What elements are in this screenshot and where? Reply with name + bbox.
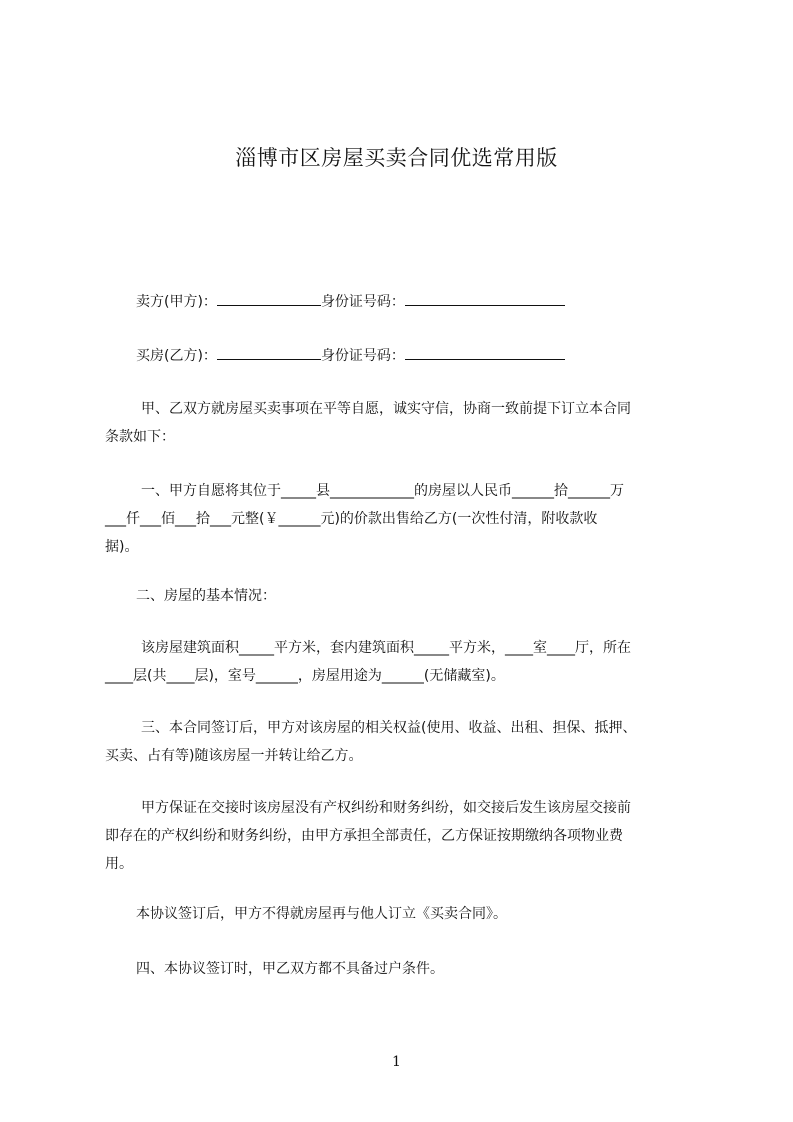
house-line-1: 该房屋建筑面积_____平方米，套内建筑面积_____平方米，____室____厅，所在 (141, 640, 631, 656)
buyer-id-label: 身份证号码： (320, 348, 405, 364)
clause-3 (105, 714, 700, 770)
clause-3-line-1: 三、本合同签订后，甲方对该房屋的相关权益(使用、收益、出租、担保、抵押、 (141, 720, 637, 736)
clause-1-line-1: 一、甲方自愿将其位于_____县____________的房屋以人民币______拾______万 (141, 483, 624, 499)
document-title: 淄博市区房屋买卖合同优选常用版 (235, 146, 558, 170)
page-number: 1 (392, 1054, 401, 1070)
buyer-label: 买房(乙方)： (136, 348, 217, 364)
buyer-id-blank[interactable] (405, 345, 565, 360)
intro-paragraph (105, 395, 700, 451)
clause-4 (105, 955, 700, 983)
seller-label: 卖方(甲方)： (136, 294, 217, 310)
agreement-text: 本协议签订后，甲方不得就房屋再与他人订立《买卖合同》。 (136, 906, 507, 922)
intro-line-2: 条款如下： (105, 429, 175, 445)
clause-4-text: 四、本协议签订时，甲乙双方都不具备过户条件。 (136, 961, 444, 977)
intro-line-1: 甲、乙双方就房屋买卖事项在平等自愿，诚实守信，协商一致前提下订立本合同 (141, 401, 631, 417)
clause-1 (105, 477, 700, 561)
guarantee-line-3: 用。 (105, 856, 133, 872)
clause-2-heading: 二、房屋的基本情况： (136, 588, 276, 604)
clause-3-line-2: 买卖、占有等)随该房屋一并转让给乙方。 (105, 748, 363, 764)
seller-id-blank[interactable] (405, 291, 565, 306)
guarantee-paragraph (105, 794, 700, 878)
clause-1-line-3: 据)。 (105, 539, 139, 555)
clause-1-line-2: ___仟___佰___拾___元整(￥______元)的价款出售给乙方(一次性付清，附收款收 (105, 511, 598, 527)
house-line-2: ____层(共____层)，室号______，房屋用途为______(无储藏室)。 (105, 668, 505, 684)
guarantee-line-2: 即存在的产权纠纷和财务纠纷，由甲方承担全部责任，乙方保证按期缴纳各项物业费 (105, 828, 623, 844)
buyer-name-blank[interactable] (217, 345, 321, 360)
seller-name-blank[interactable] (217, 291, 321, 306)
seller-id-label: 身份证号码： (320, 294, 405, 310)
clause-2 (105, 582, 700, 610)
agreement-paragraph (105, 900, 700, 928)
guarantee-line-1: 甲方保证在交接时该房屋没有产权纠纷和财务纠纷，如交接后发生该房屋交接前 (141, 800, 631, 816)
seller-line (136, 291, 565, 311)
buyer-line (136, 345, 565, 365)
house-details (105, 634, 700, 690)
